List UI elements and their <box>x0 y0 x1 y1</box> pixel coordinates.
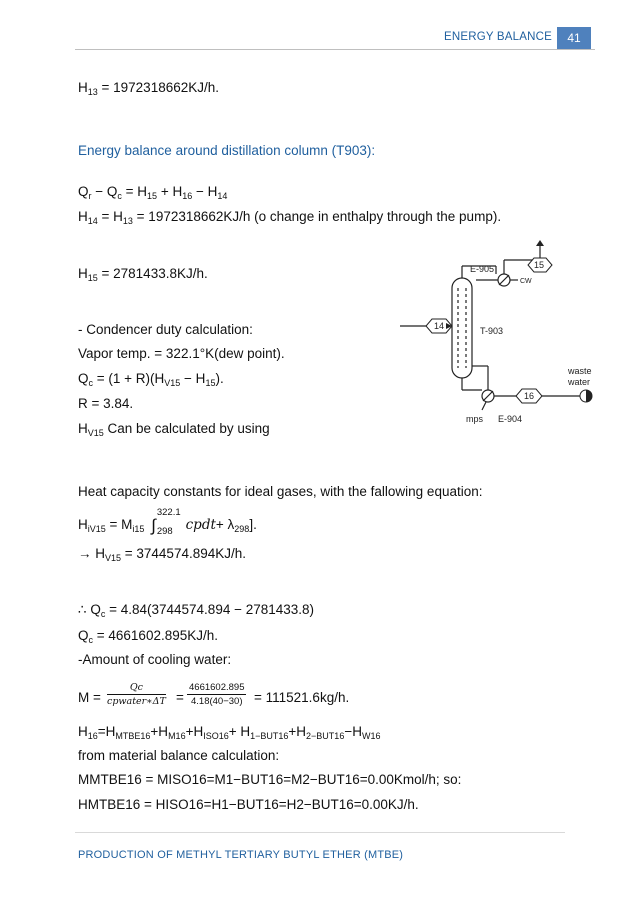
vapor-temp-line: Vapor temp. = 322.1°K(dew point). <box>78 346 285 361</box>
distillation-column-diagram <box>398 238 598 428</box>
h13-line: $H_{13} = 1972318662KJ/h$. <box>78 80 219 97</box>
equals-sign: = <box>176 690 184 705</box>
heat-capacity-line: Heat capacity constants for ideal gases, with the fallowing equation: <box>78 484 483 499</box>
section-heading: Energy balance around distillation column (T903): <box>78 143 376 158</box>
h16-equation: $H_{16}=H_{MTBE16}+H_{M16}+H_{ISO16}+ H_{1-BUT16}+H_{2-BUT16}-H_{W16}$ <box>78 724 381 741</box>
column-label: T-903 <box>480 326 504 336</box>
hv15-line: $H_{V15}$ Can be calculated by using <box>78 421 270 438</box>
hv15-result: → $H_{V15} = 3744574.894KJ/h$. <box>78 546 246 563</box>
footer-text: PRODUCTION OF METHYL TERTIARY BUTYL ETHER (MTBE) <box>78 849 404 861</box>
integral-upper-limit: 322.1 <box>156 507 181 518</box>
h15-line: $H_{15} = 2781433.8KJ/h$. <box>78 266 208 283</box>
m-result: = 111521.6kg/h. <box>254 690 350 705</box>
reflux-ratio-line: R = 3.84. <box>78 396 134 411</box>
qc-result: $Q_c = 4661602.895KJ/h$. <box>78 628 218 645</box>
stream-16-tag: 16 <box>524 391 535 401</box>
stream-15-tag: 15 <box>534 260 545 270</box>
hmtbe-line: HMTBE16 = HISO16=H1−BUT16=H2−BUT16=0.00KJ/h. <box>78 797 419 812</box>
energy-balance-equation: $Q_r - Q_c = H_{15} + H_{16} - H_{14}$ <box>78 184 228 201</box>
qc-formula: $Q_c = (1 + R)(H_{V15} - H_{15})$. <box>78 371 224 388</box>
condenser-duty-heading: - Condencer duty calculation: <box>78 322 253 337</box>
cooling-water-heading: -Amount of cooling water: <box>78 652 232 667</box>
waste-water-label-2: water <box>568 377 591 387</box>
header-title: ENERGY BALANCE <box>443 31 552 43</box>
h14-equation: $H_{14} = H_{13} = 1972318662KJ/h$ (o change in enthalpy through the pump). <box>78 209 502 226</box>
stream-14-tag: 14 <box>434 321 445 331</box>
fraction-numeric: $\frac{4661602.895}{4.18(40-30)}$ <box>189 682 245 707</box>
material-balance-line: from material balance calculation: <box>78 748 280 763</box>
hiv15-integral-equation: $H_{iV15} = M_{i15}$ ∫ 322.1 298 cpdt+ $\lambda_{298}$]. <box>78 507 257 537</box>
cooling-water-label: CW <box>520 278 532 285</box>
condenser-label: E-905 <box>470 264 495 274</box>
page-number-badge: 41 <box>557 27 591 49</box>
mmtbe-line: MMTBE16 = MISO16=M1−BUT16=M2−BUT16=0.00Kmol/h; so: <box>78 772 462 787</box>
therefore-qc-line: ∴ $Q_c = 4.84(3744574.894 - 2781433.8)$ <box>78 602 315 619</box>
steam-label: mps <box>466 414 484 424</box>
header-divider <box>75 49 595 50</box>
m-lhs: M = <box>78 690 101 705</box>
waste-water-label-1: waste <box>568 366 592 376</box>
footer-divider <box>75 832 565 833</box>
reboiler-label: E-904 <box>498 414 523 424</box>
integral-sign: ∫ <box>151 516 156 535</box>
fraction-qc-over-cpdt: Qc cpwater∗ΔT <box>107 682 166 707</box>
integral-lower-limit: 298 <box>156 526 173 537</box>
